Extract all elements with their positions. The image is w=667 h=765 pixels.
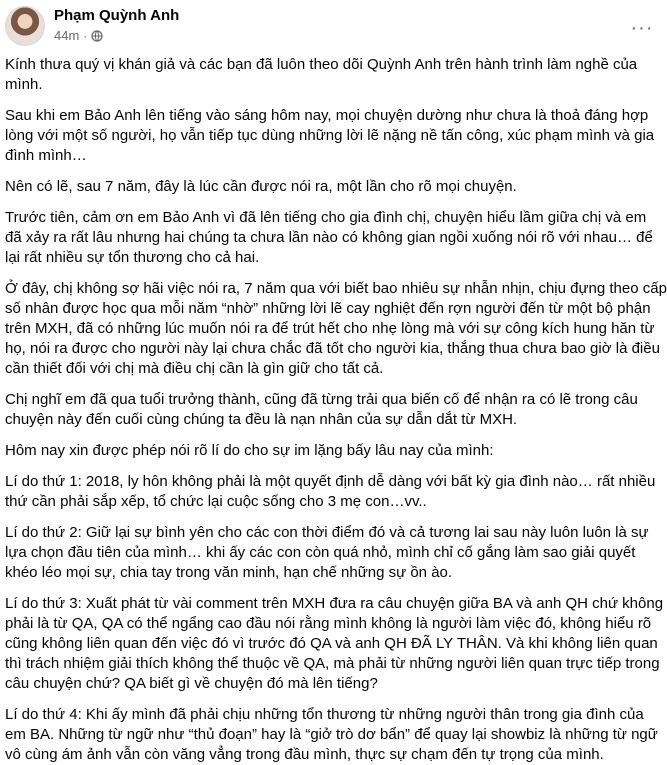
post-header [0, 0, 667, 50]
post-paragraph: Hôm nay xin được phép nói rõ lí do cho sự im lặng bấy lâu nay của mình: [5, 442, 494, 459]
globe-icon[interactable] [91, 30, 103, 42]
meta-separator: · [83, 29, 88, 43]
more-options-icon[interactable]: ··· [630, 17, 654, 39]
post-paragraph: Lí do thứ 2: Giữ lại sự bình yên cho các con thời điểm đó và cả tương lai sau này luôn luôn là sự lựa chọn đầu tiên của mình… khi ấy các con còn quá nhỏ, mình chỉ cố gắng làm sao giải quyết khéo léo mọi sự, chia tay trong văn minh, hạn chế những sự ồn ào. [5, 524, 649, 581]
post-paragraph: Chị nghĩ em đã qua tuổi trưởng thành, cũng đã từng trải qua biến cố để nhận ra có lẽ trong câu chuyện này đến cuối cùng chúng ta đều là nạn nhân của sự dẫn dắt từ MXH. [5, 391, 638, 428]
post-content [5, 55, 667, 765]
post-paragraph: Trước tiên, cảm ơn em Bảo Anh vì đã lên tiếng cho gia đình chị, chuyện hiểu lầm giữa chị và em đã xảy ra rất lâu nhưng hai chúng ta chưa lần nào có không gian ngồi xuống nói rõ với nhau… để lại rất nhiều sự tổn thương cho cả hai. [5, 209, 653, 266]
post-paragraph: Nên có lẽ, sau 7 năm, đây là lúc cần được nói ra, một lần cho rõ mọi chuyện. [5, 178, 517, 195]
post-paragraph: Sau khi em Bảo Anh lên tiếng vào sáng hôm nay, mọi chuyện dường như chưa là thoả đáng hợp lòng với một số người, họ vẫn tiếp tục dùng những lời lẽ nặng nề tấn công, xúc phạm mình và gia đình mình… [5, 107, 655, 164]
post-time[interactable]: 44m [54, 28, 80, 43]
author-name[interactable]: Phạm Quỳnh Anh [54, 7, 180, 24]
post-paragraph: Lí do thứ 3: Xuất phát từ vài comment trên MXH đưa ra câu chuyện giữa BA và anh QH chứ không phải là từ QA, QA có thể ngẩng cao đầu nói rằng mình không là người làm việc đó, không hiểu rõ cũng không liên quan đến việc đó vì trước đó QA và anh QH ĐÃ LY THÂN. Và khi không liên quan thì trách nhiệm giải thích không thể thuộc về QA, mà phải từ những người liên quan trực tiếp trong câu chuyện chứ? QA biết gì về chuyện đó mà lên tiếng? [5, 595, 664, 692]
post-meta [54, 28, 103, 44]
post-paragraph: Kính thưa quý vị khán giả và các bạn đã luôn theo dõi Quỳnh Anh trên hành trình làm nghề của mình. [5, 56, 638, 93]
post-paragraph: Lí do thứ 4: Khi ấy mình đã phải chịu những tổn thương từ những người thân trong gia đình của em BA. Những từ ngữ như “thủ đoạn” hay là “giở trò dơ bẩn” để quay lại showbiz là những từ ngữ vô cùng ám ảnh vẫn còn văng vẳng trong đầu mình, thực sự chạm đến tự trọng của mình. [5, 706, 658, 763]
post-paragraph: Lí do thứ 1: 2018, ly hôn không phải là một quyết định dễ dàng với bất kỳ gia đình nào… rất nhiều thứ cần phải sắp xếp, tổ chức lại cuộc sống cho 3 mẹ con…vv.. [5, 473, 656, 510]
author-avatar[interactable] [5, 6, 45, 46]
post-paragraph: Ở đây, chị không sợ hãi việc nói ra, 7 năm qua với biết bao nhiêu sự nhẫn nhịn, chịu đựng theo cấp số nhân được học qua mỗi năm “nhờ” những lời lẽ cay nghiệt đến rợn người đến từ một bộ phận trên MXH, đã có những lúc muốn nói ra để trút hết cho nhẹ lòng mà với sự công kích hung hăn từ họ, nói ra được cho người này lại chưa chắc đã tốt cho người kia, thắng thua chưa bao giờ là điều cần thiết đối với chị mà điều chị cần là gìn giữ cho tất cả. [5, 280, 667, 377]
